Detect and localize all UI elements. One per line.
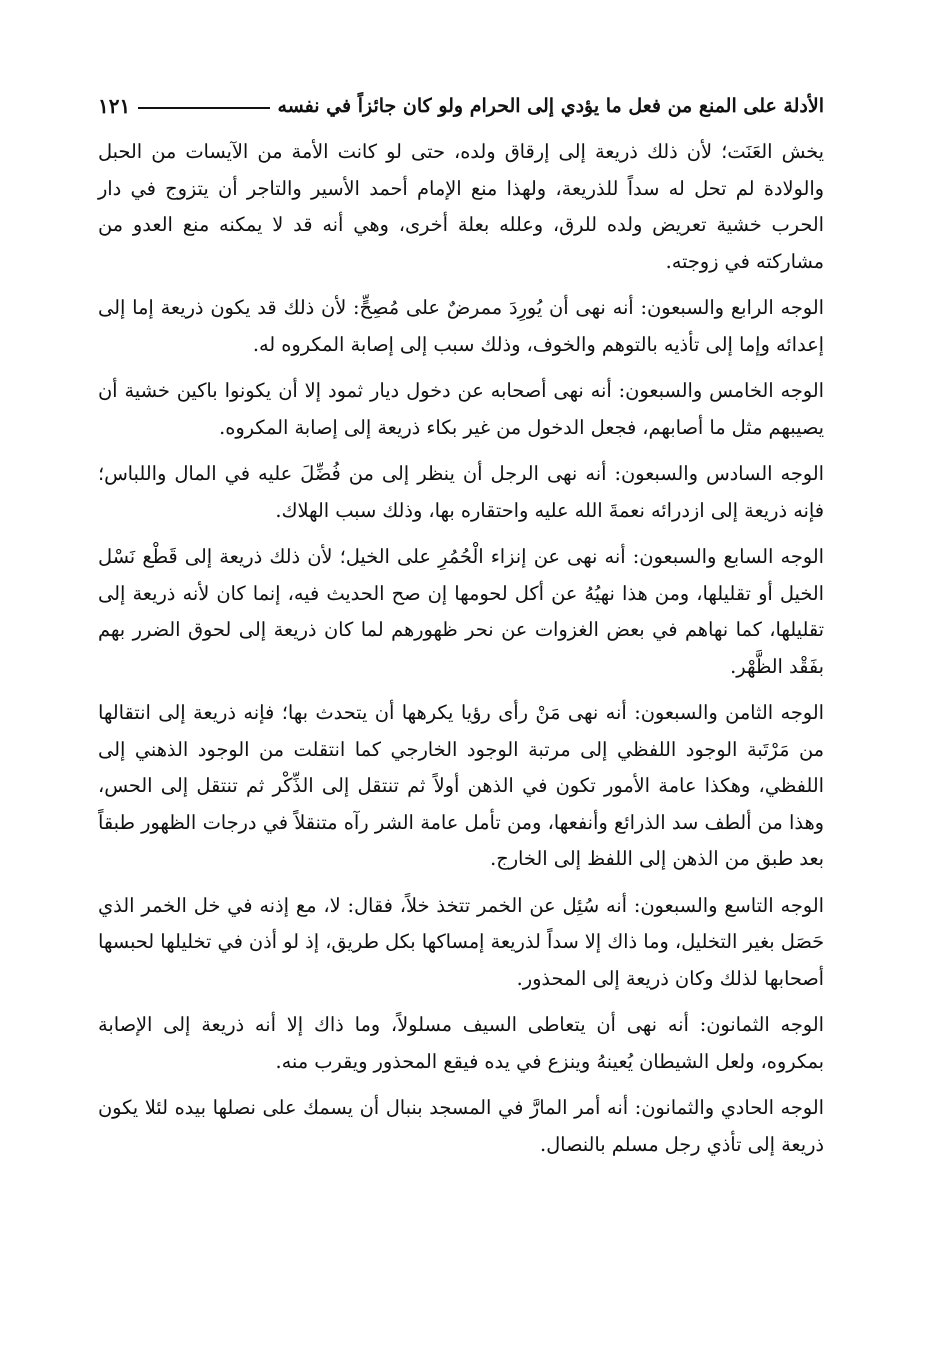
paragraph-wajh-80: الوجه الثمانون: أنه نهى أن يتعاطى السيف مسلولاً، وما ذاك إلا أنه ذريعة إلى الإصابة بمكروه، ولعل الشيطان يُعينهُ وينزع في يده فيقع المحذور ويقرب منه.: [98, 1013, 824, 1073]
paragraph-wajh-76: الوجه السادس والسبعون: أنه نهى الرجل أن ينظر إلى من فُضِّلَ عليه في المال واللباس؛ فإنه ذريعة إلى ازدرائه نعمةَ الله عليه واحتقاره بها، وذلك سبب الهلاك.: [98, 462, 824, 522]
paragraph-wajh-79: الوجه التاسع والسبعون: أنه سُئِل عن الخمر تتخذ خلاً، فقال: لا، مع إذنه في خل الخمر الذي حَصَل بغير التخليل، وما ذاك إلا سداً لذريعة إمساكها بكل طريق، إذ لو أذن في تخليلها لحبسها أصحابها لذلك وكان ذريعة إلى المحذور.: [97, 893, 824, 990]
paragraph-wajh-74: الوجه الرابع والسبعون: أنه نهى أن يُورِدَ ممرضٌ على مُصِحٍّ: لأن ذلك قد يكون ذريعة إما إلى إعدائه وإما إلى تأذيه بالتوهم والخوف، وذلك سبب إلى إصابة المكروه له.: [98, 296, 824, 356]
header-rule: [138, 107, 269, 109]
paragraph-wajh-77: الوجه السابع والسبعون: أنه نهى عن إنزاء الْحُمُرِ على الخيل؛ لأن ذلك ذريعة إلى قَطْع نَسْل الخيل أو تقليلها، ومن هذا نهيُهُ عن أكل لحومها إن صح الحديث فيه، إنما كان لأنه ذريعة إلى تقليلها، كما نهاهم في بعض الغزوات عن نحر ظهورهم لما كان ذريعة إلى لحوق الضرر بهم بفَقْد الظَّهْر.: [98, 545, 824, 678]
running-header: [98, 88, 824, 124]
running-title: الأدلة على المنع من فعل ما يؤدي إلى الحرام ولو كان جائزاً في نفسه: [277, 95, 824, 117]
paragraph-wajh-78: الوجه الثامن والسبعون: أنه نهى مَنْ رأى رؤيا يكرهها أن يتحدث بها؛ فإنه ذريعة إلى انتقالها من مَرْتَبة الوجود اللفظي إلى مرتبة الوجود الخارجي كما انتقلت من الوجود الذهني إلى اللفظي، وهكذا عامة الأمور تكون في الذهن أولاً ثم تنتقل إلى الذِّكْر ثم تنتقل إلى الحس، وهذا من ألطف سد الذرائع وأنفعها، ومن تأمل عامة الشر رآه متنقلاً في درجات الظهور طبقاً بعد طبق من الذهن إلى اللفظ إلى الخارج.: [98, 701, 824, 870]
paragraph-wajh-75: الوجه الخامس والسبعون: أنه نهى أصحابه عن دخول ديار ثمود إلا أن يكونوا باكين خشية أن يصيبهم مثل ما أصابهم، فجعل الدخول من غير بكاء ذريعة إلى إصابة المكروه.: [98, 379, 824, 439]
page-number: ١٢١: [98, 94, 131, 118]
paragraph-continuation: يخش العَنَت؛ لأن ذلك ذريعة إلى إرقاق ولده، حتى لو كانت الأمة من الآيسات من الحبل والولادة لم تحل له سداً للذريعة، ولهذا منع الإمام أحمد الأسير والتاجر أن يتزوج في دار الحرب خشية تعريض ولده للرق، وعلله بعلة أخرى، وهي أنه قد لا يمكنه منع العدو من مشاركته في زوجته.: [98, 140, 824, 273]
body-text: [98, 134, 824, 1163]
book-page: [98, 88, 824, 1173]
paragraph-wajh-81: الوجه الحادي والثمانون: أنه أمر المارَّ في المسجد بنبال أن يسمك على نصلها بيده لئلا يكون ذريعة إلى تأذي رجل مسلم بالنصال.: [98, 1096, 824, 1156]
